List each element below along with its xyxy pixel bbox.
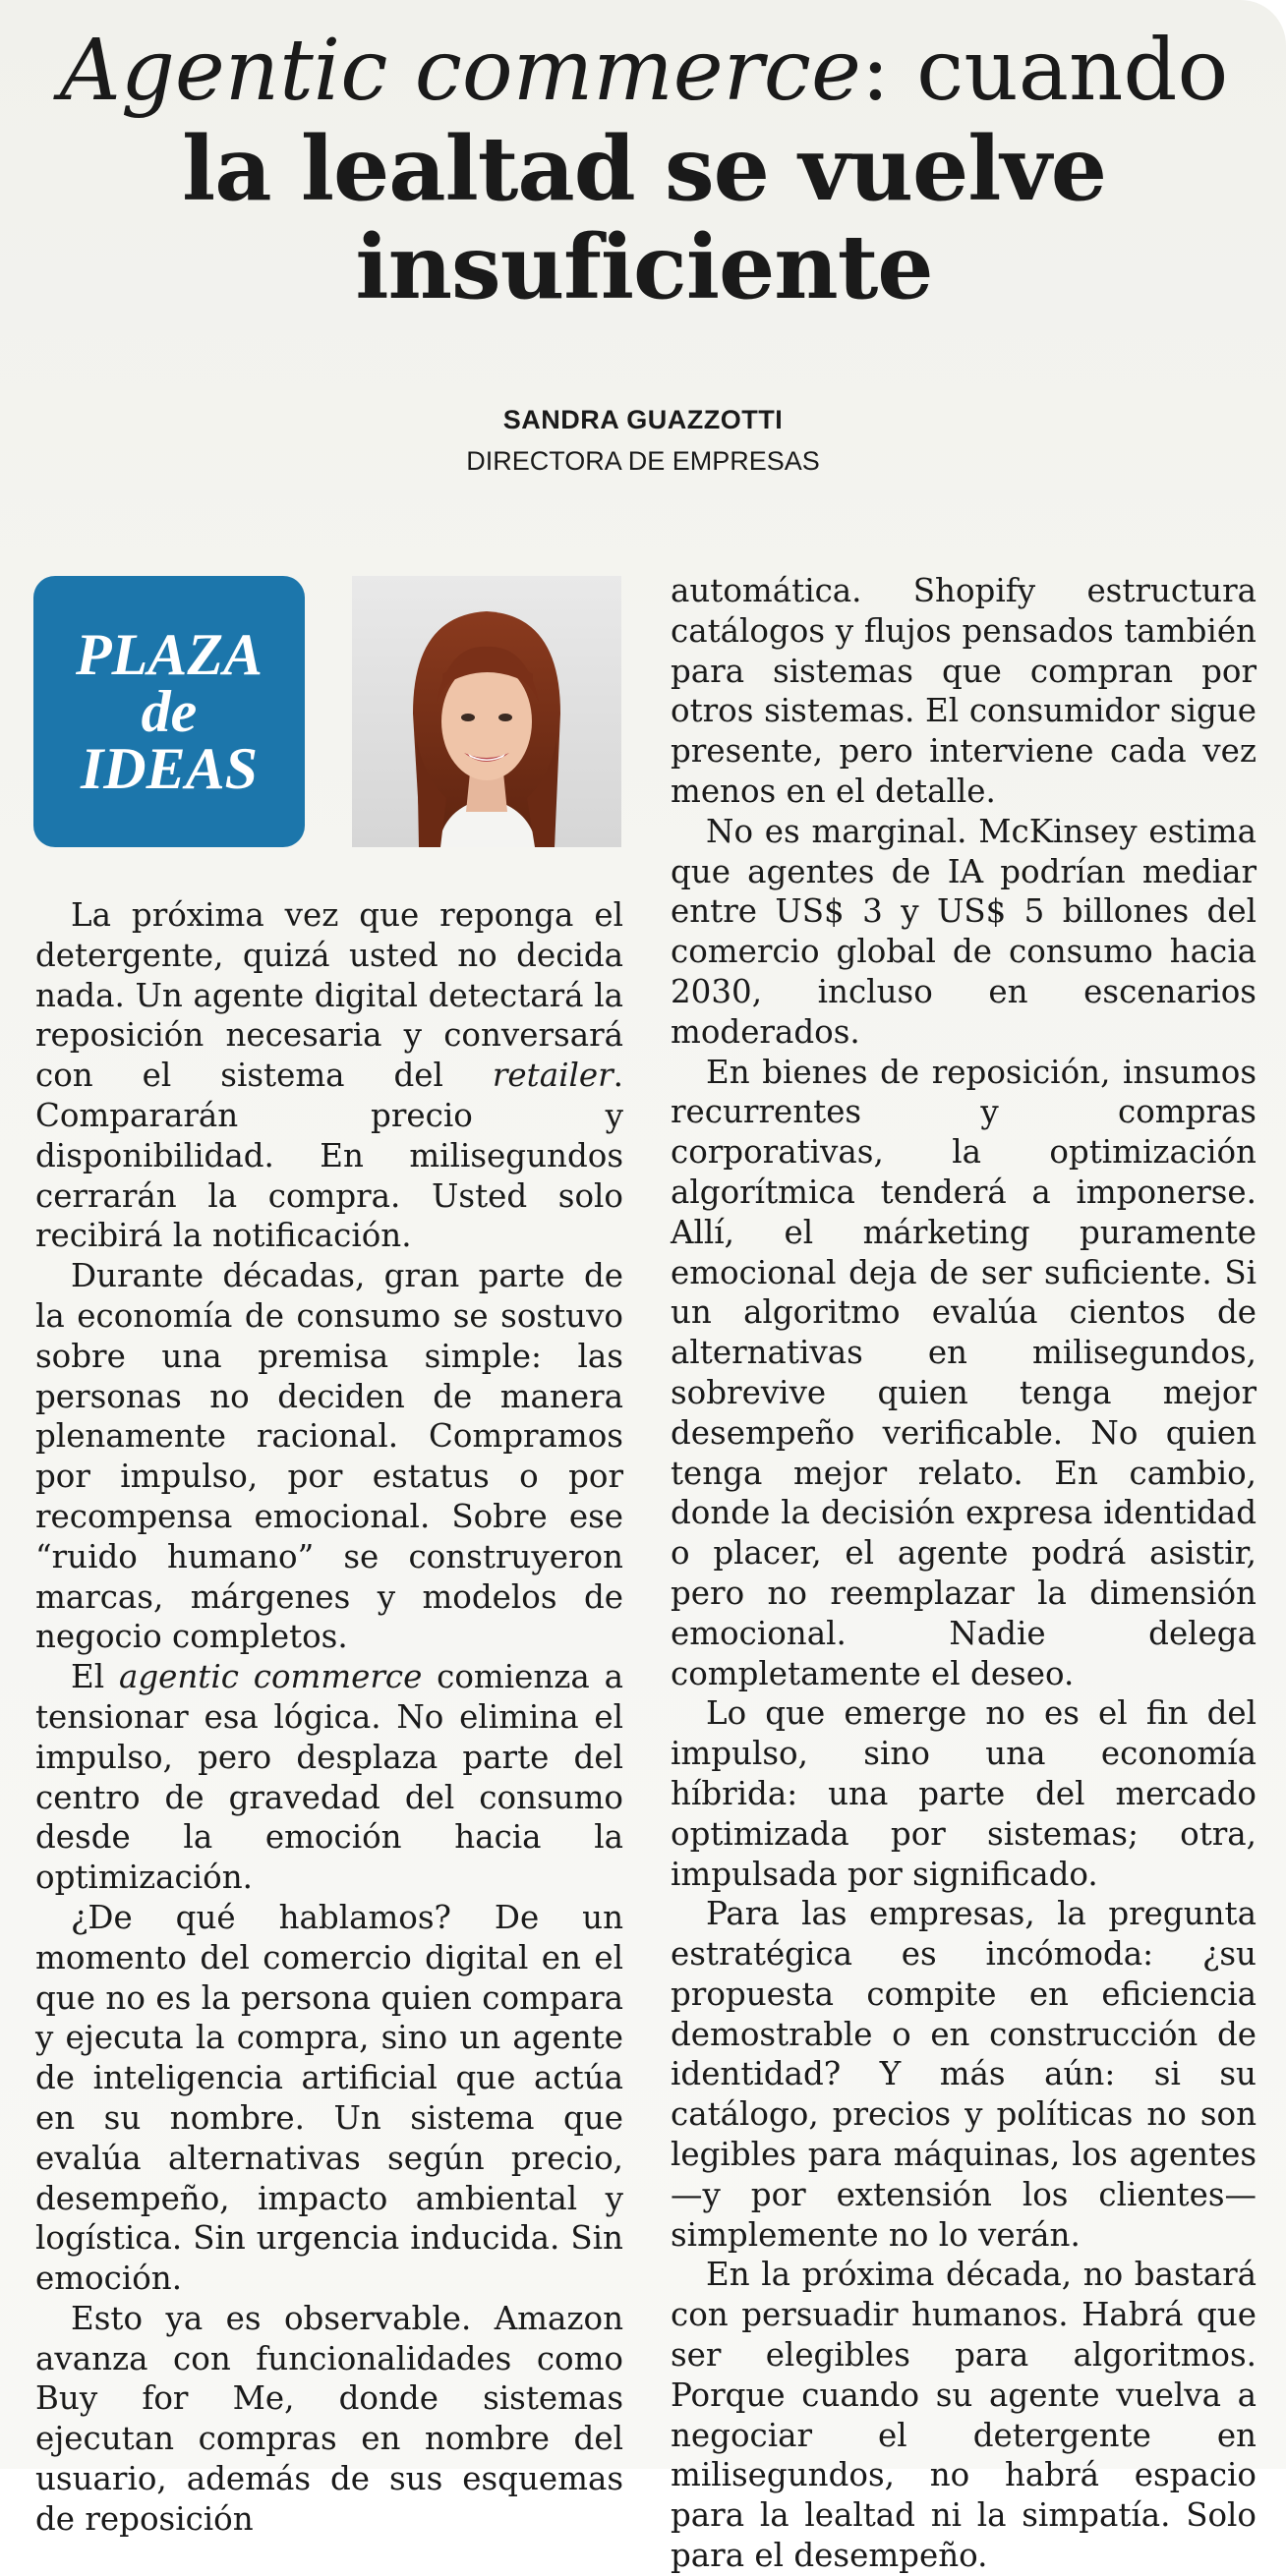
paragraph-6: No es marginal. McKinsey estima que agentes de IA podrían mediar entre US$ 3 y US$ 5 billones del comercio global de consumo hacia 2030, incluso en escenarios moderados. xyxy=(671,812,1257,1051)
paragraph-1-text-a: La próxima vez que reponga el detergente, quizá usted no decida nada. Un agente digital detectará la reposición necesaria y conversará con el sistema del xyxy=(35,896,623,1095)
paragraph-3-text-a: El xyxy=(71,1658,119,1696)
paragraph-1-emphasis: retailer xyxy=(492,1057,614,1095)
headline-line-2: la lealtad se vuelve xyxy=(182,117,1106,221)
paragraph-8: Lo que emerge no es el fin del impulso, sino una economía híbrida: una parte del mercado optimizada por sistemas; otra, impulsada por significado. xyxy=(671,1694,1257,1893)
headline-line-1-rest: : cuando xyxy=(860,22,1229,120)
paragraph-4: ¿De qué hablamos? De un momento del comercio digital en el que no es la persona quien compara y ejecuta la compra, sino un agente de inteligencia artificial que actúa en su nombre. Un sistema que evalúa alternativas según precio, desempeño, impacto ambiental y logística. Sin urgencia inducida. Sin emoción. xyxy=(35,1898,623,2298)
paragraph-1 xyxy=(35,895,623,1256)
author-name: SANDRA GUAZZOTTI xyxy=(502,405,784,434)
author-photo xyxy=(352,576,621,847)
section-badge xyxy=(33,576,305,847)
paragraph-9: Para las empresas, la pregunta estratégica es incómoda: ¿su propuesta compite en eficiencia demostrable o en construcción de identidad? Y más aún: si su catálogo, precios y políticas no son legibles para máquinas, los agentes —y por extensión los clientes— simplemente no lo verán. xyxy=(671,1895,1257,2254)
paragraph-1-text-b: . Compararán precio y disponibilidad. En milisegundos cerrarán la compra. Usted solo recibirá la notificación. xyxy=(35,1057,623,1255)
paragraph-7: En bienes de reposición, insumos recurrentes y compras corporativas, la optimización algorítmica tenderá a imponerse. Allí, el márketing puramente emocional deja de ser suficiente. Si un algoritmo evalúa cientos de alternativas en milisegundos, sobrevive quien tenga mejor desempeño verificable. No quien tenga mejor relato. En cambio, donde la decisión expresa identidad o placer, el agente podrá asistir, pero no reemplazar la dimensión emocional. Nadie delega completamente el deseo. xyxy=(671,1053,1257,1692)
paragraph-2: Durante décadas, gran parte de la economía de consumo se sostuvo sobre una premisa simple: las personas no deciden de manera plenamente racional. Compramos por impulso, por estatus o por recompensa emocional. Sobre ese “ruido humano” se construyeron marcas, márgenes y modelos de negocio completos. xyxy=(35,1257,623,1656)
paragraph-10: En la próxima década, no bastará con persuadir humanos. Habrá que ser elegibles para algoritmos. Porque cuando su agente vuelva a negociar el detergente en milisegundos, no habrá espacio para la lealtad ni la simpatía. Solo para el desempeño. xyxy=(671,2256,1257,2575)
author-role: DIRECTORA DE EMPRESAS xyxy=(466,446,820,476)
paragraph-3 xyxy=(35,1657,623,1898)
body-column-right xyxy=(671,571,1257,2576)
body-column-left xyxy=(35,895,623,2540)
headline-italic: Agentic commerce xyxy=(59,22,861,120)
paragraph-3-text-b: comienza a tensionar esa lógica. No elimina el impulso, pero desplaza parte del centro de gravedad del consumo desde la emoción hacia la optimización. xyxy=(35,1658,623,1897)
paragraph-5: Esto ya es observable. Amazon avanza con funcionalidades como Buy for Me, donde sistemas ejecutan compras en nombre del usuario, además de sus esquemas de reposición xyxy=(35,2299,623,2538)
paragraph-5-continued: automática. Shopify estructura catálogos y flujos pensados también para sistemas que compran por otros sistemas. El consumidor sigue presente, pero interviene cada vez menos en el detalle. xyxy=(671,572,1257,810)
headline xyxy=(29,22,1258,319)
section-badge-line-2: de xyxy=(141,679,198,744)
author-portrait-icon xyxy=(352,576,621,847)
section-badge-line-3: IDEAS xyxy=(80,736,259,801)
paragraph-3-emphasis: agentic commerce xyxy=(118,1658,423,1696)
section-badge-line-1: PLAZA xyxy=(76,622,263,687)
headline-line-3: insuficiente xyxy=(355,215,933,319)
headline-line-1 xyxy=(29,22,1258,120)
